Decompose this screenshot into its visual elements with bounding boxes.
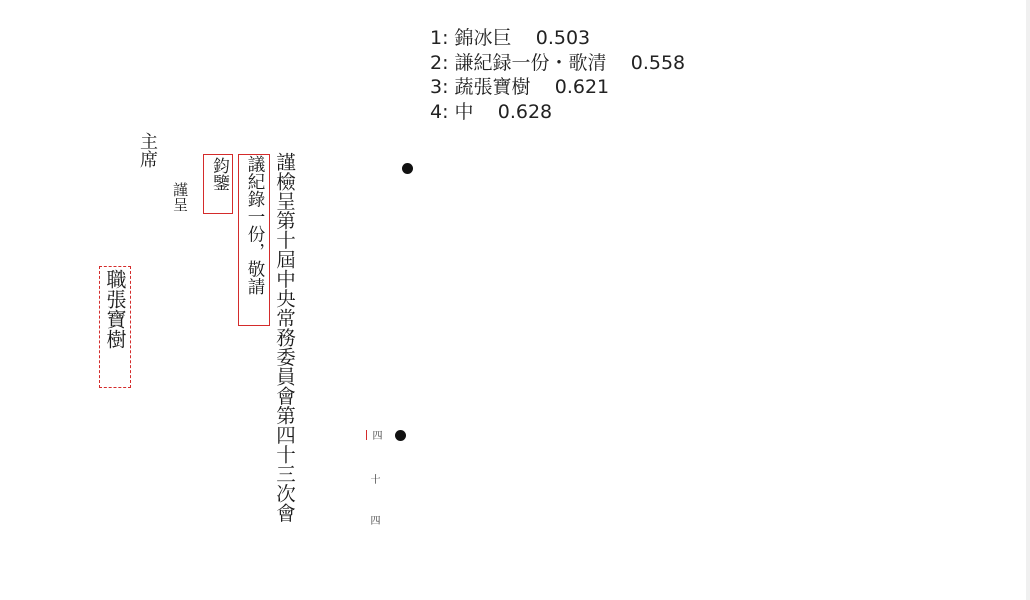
date-mark-2: 十 — [368, 474, 379, 484]
record-text: 議紀錄一份 — [245, 155, 265, 243]
main-text-column: 謹檢呈第十屆中央常務委員會第四十三次會 — [273, 152, 296, 523]
ocr-results-list — [430, 26, 685, 124]
result-rank: 3: — [430, 76, 449, 98]
review-column-box: 鈞鑒 — [203, 154, 233, 214]
punch-hole-top — [402, 163, 413, 174]
date-mark-3: 四 — [368, 515, 379, 525]
result-line-2 — [430, 51, 685, 76]
right-border — [1026, 0, 1030, 600]
result-text: 錦冰巨 — [454, 27, 512, 49]
record-separator: ， — [245, 242, 265, 260]
date-mark-1: 四 — [366, 430, 383, 440]
result-line-4 — [430, 100, 685, 125]
signature-column-box: 職張寶樹 — [99, 266, 131, 388]
result-rank: 1: — [430, 27, 449, 49]
result-rank: 4: — [430, 100, 449, 123]
result-text: 中 — [454, 100, 474, 123]
record-column-box — [238, 154, 270, 326]
record-text-tail: 敬請 — [245, 260, 265, 295]
result-score: 0.628 — [497, 100, 553, 123]
result-line-1 — [430, 26, 685, 51]
result-score: 0.621 — [554, 76, 610, 98]
result-text: 謙紀録一份・歌清 — [454, 51, 607, 74]
result-rank: 2: — [430, 51, 449, 74]
punch-hole-bottom — [395, 430, 406, 441]
result-score: 0.503 — [535, 27, 591, 49]
result-text: 蔬張寶樹 — [454, 76, 531, 98]
submit-column: 謹呈 — [171, 182, 189, 212]
result-score: 0.558 — [630, 51, 686, 74]
chair-column: 主席 — [137, 132, 158, 168]
result-line-3 — [430, 75, 685, 100]
